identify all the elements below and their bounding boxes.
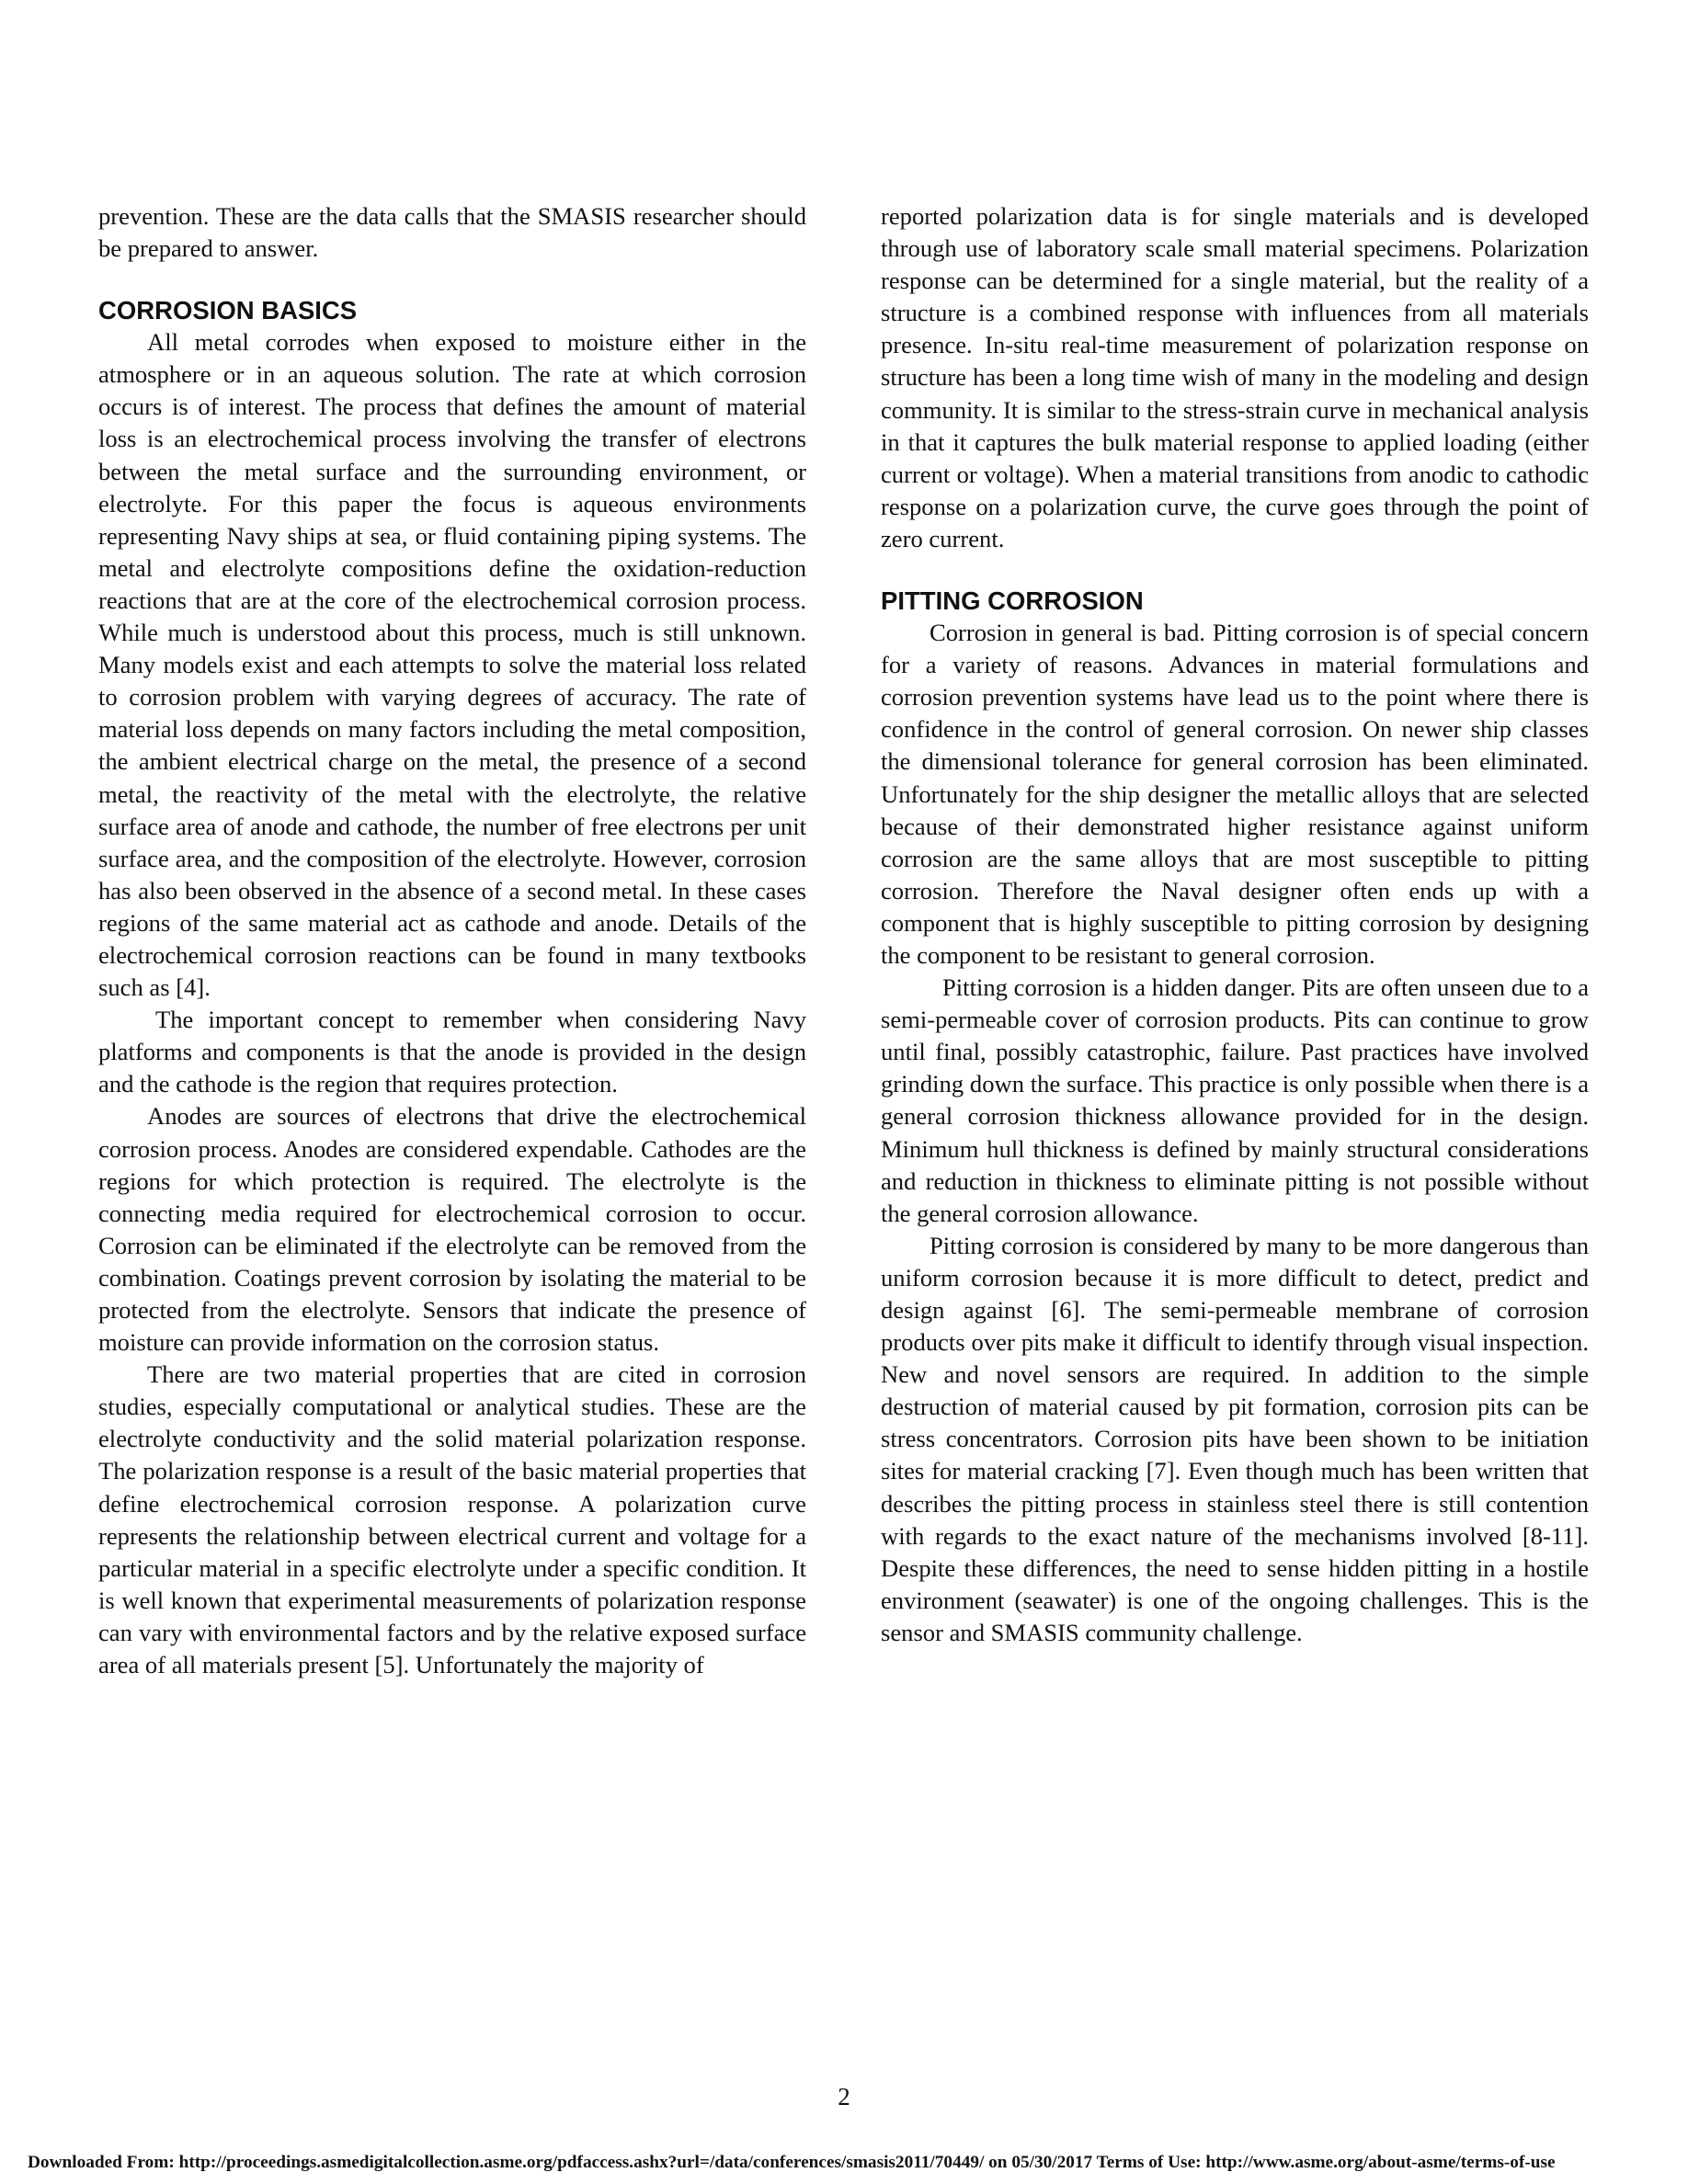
left-column	[98, 200, 806, 1681]
paragraph: Corrosion in general is bad. Pitting corrosion is of special concern for a variety of reasons. Advances in material formulations and corrosion prevention systems have lead us to the point where there is confidence in the control of general corrosion. On newer ship classes the dimensional tolerance for general corrosion has been eliminated. Unfortunately for the ship designer the metallic alloys that are selected because of their demonstrated higher resistance against uniform corrosion are the same alloys that are most susceptible to pitting corrosion. Therefore the Naval designer often ends up with a component that is highly susceptible to pitting corrosion by designing the component to be resistant to general corrosion.	[881, 619, 1589, 969]
spacer	[98, 265, 806, 294]
paragraph-intro: reported polarization data is for single materials and is developed through use of laboratory scale small material specimens. Polarization response can be determined for a single material, but the reality of a structure is a combined response with influences from all materials presence. In-situ real-time measurement of polarization response on structure has been a long time wish of many in the modeling and design community. It is similar to the stress-strain curve in mechanical analysis in that it captures the bulk material response to applied loading (either current or voltage). When a material transitions from anodic to cathodic response on a polarization curve, the curve goes through the point of zero current.	[881, 202, 1589, 552]
section-heading: CORROSION BASICS	[98, 296, 358, 325]
paragraph: The important concept to remember when considering Navy platforms and components is that the anode is provided in the design and the cathode is the region that requires protection.	[98, 1006, 806, 1098]
paragraph: All metal corrodes when exposed to moisture either in the atmosphere or in an aqueous solution. The rate at which corrosion occurs is of interest. The process that defines the amount of material loss is an electrochemical process involving the transfer of electrons between the metal surface and the surrounding environment, or electrolyte. For this paper the focus is aqueous environments representing Navy ships at sea, or fluid containing piping systems. The metal and electrolyte compositions define the oxidation-reduction reactions that are at the core of the electrochemical corrosion process. While much is understood about this process, much is still unknown. Many models exist and each attempts to solve the material loss related to corrosion problem with varying degrees of accuracy. The rate of material loss depends on many factors including the metal composition, the ambient electrical charge on the metal, the presence of a second metal, the reactivity of the metal with the electrolyte, the relative surface area of anode and cathode, the number of free electrons per unit surface area, and the composition of the electrolyte. However, corrosion has also been observed in the absence of a second metal. In these cases regions of the same material act as cathode and anode. Details of the electrochemical corrosion reactions can be found in many textbooks such as [4].	[98, 328, 806, 1002]
spacer	[881, 555, 1589, 585]
section-heading: PITTING CORROSION	[881, 586, 1144, 616]
paragraph: Pitting corrosion is considered by many to be more dangerous than uniform corrosion because it is more difficult to detect, predict and design against [6]. The semi-permeable membrane of corrosion products over pits make it difficult to identify through visual inspection. New and novel sensors are required. In addition to the simple destruction of material caused by pit formation, corrosion pits can be stress concentrators. Corrosion pits have been shown to be initiation sites for material cracking [7]. Even though much has been written that describes the pitting process in stainless steel there is still contention with regards to the exact nature of the mechanisms involved [8-11]. Despite these differences, the need to sense hidden pitting in a hostile environment (seawater) is one of the ongoing challenges. This is the sensor and SMASIS community challenge.	[881, 1231, 1589, 1646]
paragraph: Pitting corrosion is a hidden danger. Pits are often unseen due to a semi-permeable cover of corrosion products. Pits can continue to grow until final, possibly catastrophic, failure. Past practices have involved grinding down the surface. This practice is only possible when there is a general corrosion thickness allowance provided for in the design. Minimum hull thickness is defined by mainly structural considerations and reduction in thickness to eliminate pitting is not possible without the general corrosion allowance.	[881, 973, 1589, 1227]
right-column	[881, 200, 1589, 1649]
paragraph-intro: prevention. These are the data calls that the SMASIS researcher should be prepared to answer.	[98, 202, 806, 263]
page-number: 2	[838, 2083, 850, 2110]
paragraph: Anodes are sources of electrons that drive the electrochemical corrosion process. Anodes are considered expendable. Cathodes are the regions for which protection is required. The electrolyte is the connecting media required for electrochemical corrosion to occur. Corrosion can be eliminated if the electrolyte can be removed from the combination. Coatings prevent corrosion by isolating the material to be protected from the electrolyte. Sensors that indicate the presence of moisture can provide information on the corrosion status.	[98, 1102, 806, 1357]
download-footer: Downloaded From: http://proceedings.asmedigitalcollection.asme.org/pdfaccess.ashx?url=/data/conferences/smasis2011/70449/ on 05/30/2017 Terms of Use: http://www.asme.org/about-asme/terms-of-use	[28, 2153, 1556, 2172]
paragraph: There are two material properties that are cited in corrosion studies, especially computational or analytical studies. These are the electrolyte conductivity and the solid material polarization response. The polarization response is a result of the basic material properties that define electrochemical corrosion response. A polarization curve represents the relationship between electrical current and voltage for a particular material in a specific electrolyte under a specific condition. It is well known that experimental measurements of polarization response can vary with environmental factors and by the relative exposed surface area of all materials present [5]. Unfortunately the majority of	[98, 1360, 806, 1679]
